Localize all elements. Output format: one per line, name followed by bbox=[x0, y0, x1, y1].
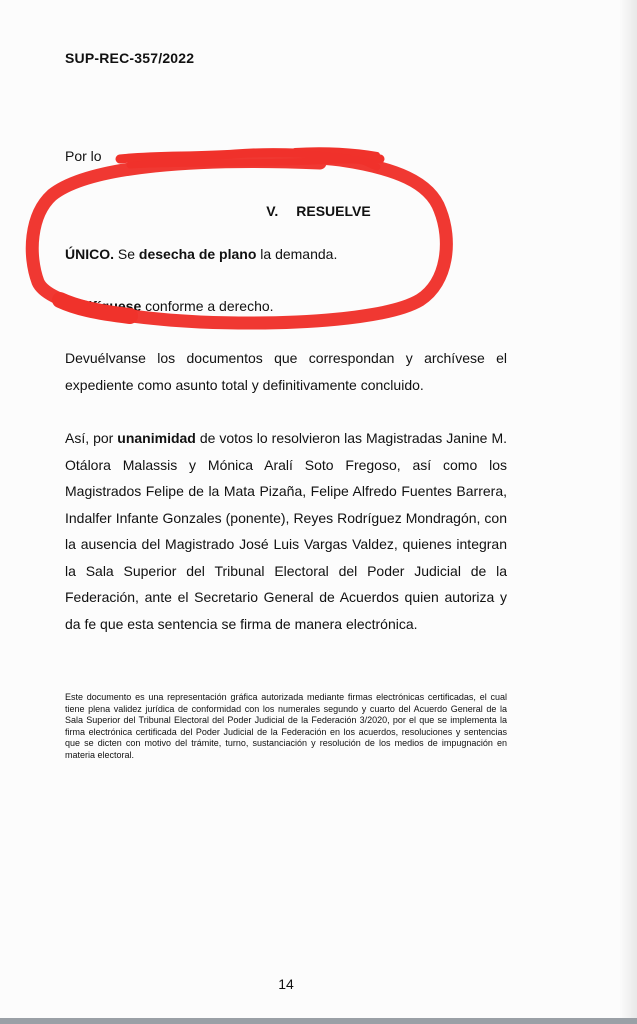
resolution-emphasis: desecha de plano bbox=[138, 246, 257, 262]
resolution-text-post: la demanda. bbox=[256, 246, 338, 262]
heading-number: V. bbox=[266, 203, 279, 219]
resolution-text-pre: Se bbox=[114, 246, 139, 262]
notify-line bbox=[65, 298, 274, 314]
return-paragraph: Devuélvanse los documentos que correspondan y archívese el expediente como asunto total y definitivamente concluido. bbox=[65, 350, 507, 393]
ink-scribble bbox=[115, 145, 385, 175]
section-heading bbox=[0, 203, 637, 219]
partially-obscured-line bbox=[65, 148, 102, 164]
vote-pre: Así, por bbox=[65, 430, 118, 446]
vote-emphasis: unanimidad bbox=[117, 430, 196, 446]
page-edge-shadow bbox=[619, 0, 637, 1024]
notify-text: conforme a derecho. bbox=[141, 298, 274, 314]
page-number: 14 bbox=[278, 976, 294, 992]
footnote: Este documento es una representación gráfica autorizada mediante firmas electrónicas certificadas, el cual tiene plena validez jurídica de conformidad con los numerales segundo y cuarto del Acuerdo General de la Sala Superior del Tribunal Electoral del Poder Judicial de la Federación 3/2020, por el que se implementa la firma electrónica certificada del Poder Judicial de la Federación en los acuerdos, resoluciones y sentencias que se dicten con motivo del trámite, turno, sustanciación y resolución de los medios de impugnación en materia electoral. bbox=[65, 692, 507, 760]
page-bottom-edge bbox=[0, 1018, 637, 1024]
notify-emphasis: Notifíquese bbox=[65, 298, 142, 314]
heading-title: RESUELVE bbox=[296, 203, 371, 219]
case-number: SUP-REC-357/2022 bbox=[65, 50, 195, 66]
vote-paragraph bbox=[65, 425, 507, 637]
resolution-label: ÚNICO. bbox=[65, 246, 114, 262]
vote-post: de votos lo resolvieron las Magistradas Janine M. Otálora Malassis y Mónica Aralí Soto Fregoso, así como los Magistrados Felipe de la Mata Pizaña, Felipe Alfredo Fuentes Barrera, Indalfer Infante Gonzales (ponente), Reyes Rodríguez Mondragón, con la ausencia del Magistrado José Luis Vargas Valdez, quienes integran la Sala Superior del Tribunal Electoral del Poder Judicial de la Federación, ante el Secretario General de Acuerdos quien autoriza y da fe que esta sentencia se firma de manera electrónica. bbox=[65, 430, 507, 632]
resolution-line bbox=[65, 246, 337, 262]
partial-line-text: Por lo bbox=[65, 148, 102, 164]
